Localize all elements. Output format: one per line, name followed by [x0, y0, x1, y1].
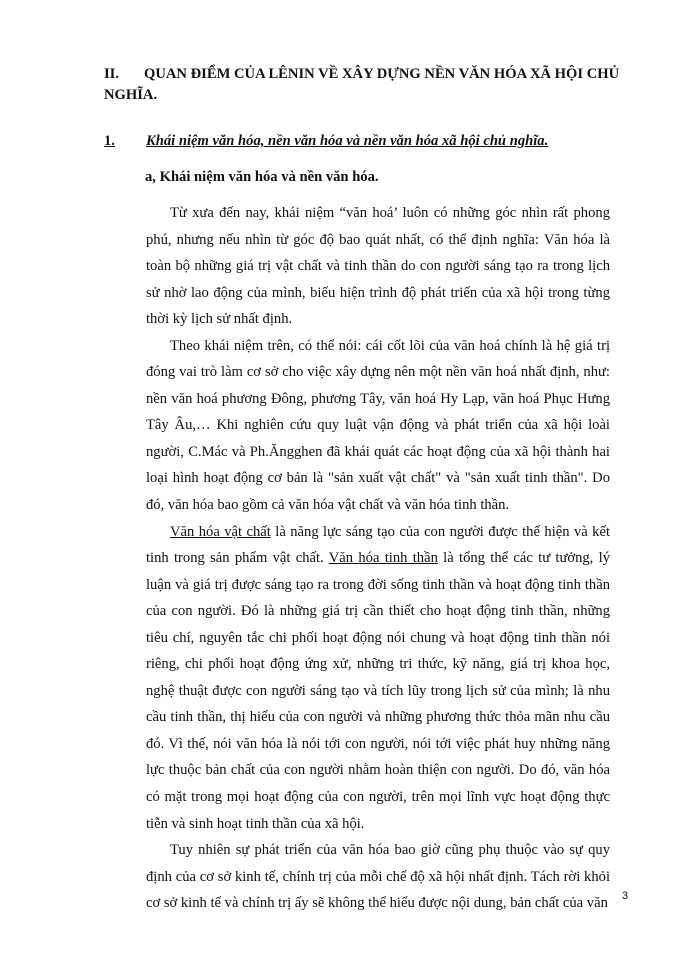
- paragraph-2: Theo khái niệm trên, có thể nói: cái cốt lõi của văn hoá chính là hệ giá trị đóng vai trò làm cơ sở cho việc xây dựng nên một nền văn hoá nhất định, như: nền văn hoá phương Đông, phương Tây, văn hoá Hy Lạp, văn hoá Phục Hưng Tây Âu,… Khi nghiên cứu quy luật vận động và phát triển của xã hội loài người, C.Mác và Ph.Ăngghen đã khái quát các hoạt động của xã hội thành hai loại hình hoạt động cơ bản là "sản xuất vật chất" và "sản xuất tinh thần". Do đó, văn hóa bao gồm cả văn hóa vật chất và văn hóa tinh thần.: [146, 337, 610, 514]
- section-title: QUAN ĐIỂM CỦA LÊNIN VỀ XÂY DỰNG NỀN VĂN HÓA XÃ HỘI CHỦ NGHĨA.: [104, 66, 620, 103]
- paragraph-3-text-1: là năng lực sáng tạo của con người được thể hiện và kết tinh trong sản phẩm vật chất.: [146, 523, 610, 567]
- subsection-number: 1.: [104, 133, 115, 149]
- body-text: [146, 200, 610, 917]
- section-number: II.: [104, 66, 120, 82]
- subsection-heading: [104, 131, 548, 151]
- page-number: 3: [622, 890, 629, 902]
- subsubsection-heading: a, Khái niệm văn hóa và nền văn hóa.: [145, 169, 379, 185]
- paragraph-1: Từ xưa đến nay, khái niệm “văn hoá’ luôn có những góc nhìn rất phong phú, nhưng nếu nhìn từ góc độ bao quát nhất, có thể định nghĩa: Văn hóa là toàn bộ những giá trị vật chất và tinh thần do con người sáng tạo ra trong lịch sử nhờ lao động của mình, biểu hiện trình độ phát triển của xã hội trong từng thời kỳ lịch sử nhất định.: [146, 205, 610, 328]
- term-material-culture: Văn hóa vật chất: [170, 523, 271, 540]
- section-heading: [104, 64, 624, 106]
- paragraph-3-text-2: là tổng thể các tư tưởng, lý luận và giá trị được sáng tạo ra trong đời sống tinh thần và hoạt động tinh thần của con người. Đó là những giá trị cần thiết cho hoạt động tinh thần, những tiêu chí, nguyên tắc chi phối hoạt động nói chung và hoạt động tinh thần nói riêng, chi phối hoạt động ứng xử, những tri thức, kỹ năng, giá trị khoa học, nghệ thuật được con người sáng tạo và tích lũy trong lịch sử của mình; là nhu cầu tinh thần, thị hiếu của con người và những phương thức thỏa mãn nhu cầu đó. Vì thế, nói văn hóa là nói tới con người, nói tới việc phát huy những năng lực thuộc bản chất của con người nhằm hoàn thiện con người. Do đó, văn hóa có mặt trong mọi hoạt động của con người, trên mọi lĩnh vực hoạt động thực tiễn và sinh hoạt tinh thần của xã hội.: [146, 550, 610, 832]
- subsection-title: Khái niệm văn hóa, nền văn hóa và nền văn hóa xã hội chủ nghĩa.: [146, 133, 549, 149]
- paragraph-4: Tuy nhiên sự phát triển của văn hóa bao giờ cũng phụ thuộc vào sự quy định của cơ sở kinh tế, chính trị của mỗi chế độ xã hội nhất định. Tách rời khỏi cơ sở kinh tế và chính trị ấy sẽ không thể hiểu được nội dung, bản chất của văn: [146, 842, 610, 912]
- term-spiritual-culture: Văn hóa tinh thần: [328, 550, 438, 567]
- paragraph-3: [146, 519, 610, 838]
